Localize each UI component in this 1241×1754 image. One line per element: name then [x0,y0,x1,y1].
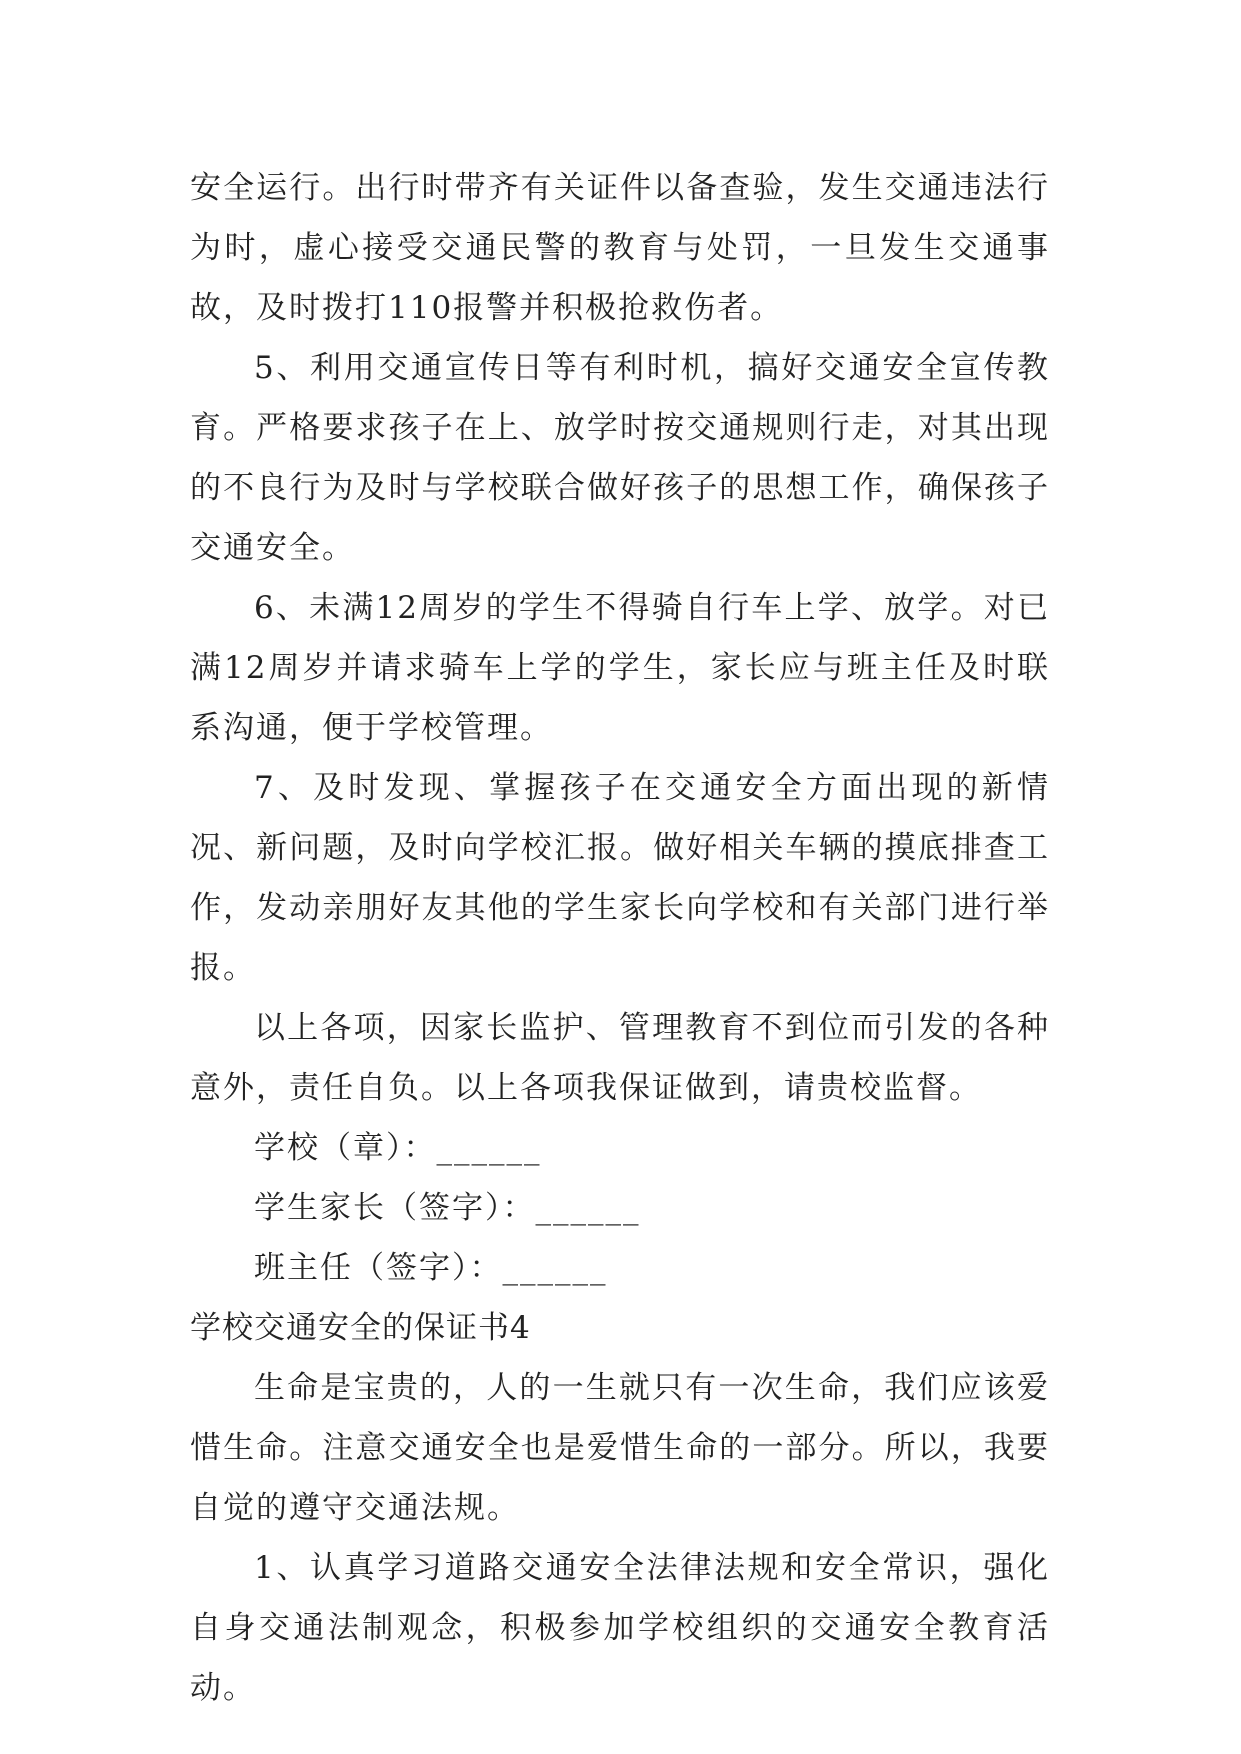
signature-parent: 学生家长（签字）：______ [254,1190,641,1226]
paragraph-item-7: 7、及时发现、掌握孩子在交通安全方面出现的新情况、新问题，及时向学校汇报。做好相关车辆的摸底排查工作，发动亲朋好友其他的学生家长向学校和有关部门进行举报。 [190,770,1050,986]
paragraph-item-5: 5、利用交通宣传日等有利时机，搞好交通安全宣传教育。严格要求孩子在上、放学时按交通规则行走，对其出现的不良行为及时与学校联合做好孩子的思想工作，确保孩子交通安全。 [190,350,1050,566]
paragraph-closing: 以上各项，因家长监护、管理教育不到位而引发的各种意外，责任自负。以上各项我保证做到，请贵校监督。 [190,1010,1050,1106]
signature-teacher: 班主任（签字）：______ [254,1250,608,1286]
section-paragraph-intro: 生命是宝贵的，人的一生就只有一次生命，我们应该爱惜生命。注意交通安全也是爱惜生命的一部分。所以，我要自觉的遵守交通法规。 [190,1370,1050,1526]
signature-school: 学校（章）：______ [254,1130,542,1166]
paragraph-item-6: 6、未满12周岁的学生不得骑自行车上学、放学。对已满12周岁并请求骑车上学的学生，家长应与班主任及时联系沟通，便于学校管理。 [190,590,1050,746]
section-heading: 学校交通安全的保证书4 [190,1310,531,1346]
document-body [190,158,1050,1718]
section-paragraph-item-1: 1、认真学习道路交通安全法律法规和安全常识，强化自身交通法制观念，积极参加学校组织的交通安全教育活动。 [190,1550,1050,1706]
paragraph-continuation: 安全运行。出行时带齐有关证件以备查验，发生交通违法行为时，虚心接受交通民警的教育与处罚，一旦发生交通事故，及时拨打110报警并积极抢救伤者。 [190,170,1050,326]
